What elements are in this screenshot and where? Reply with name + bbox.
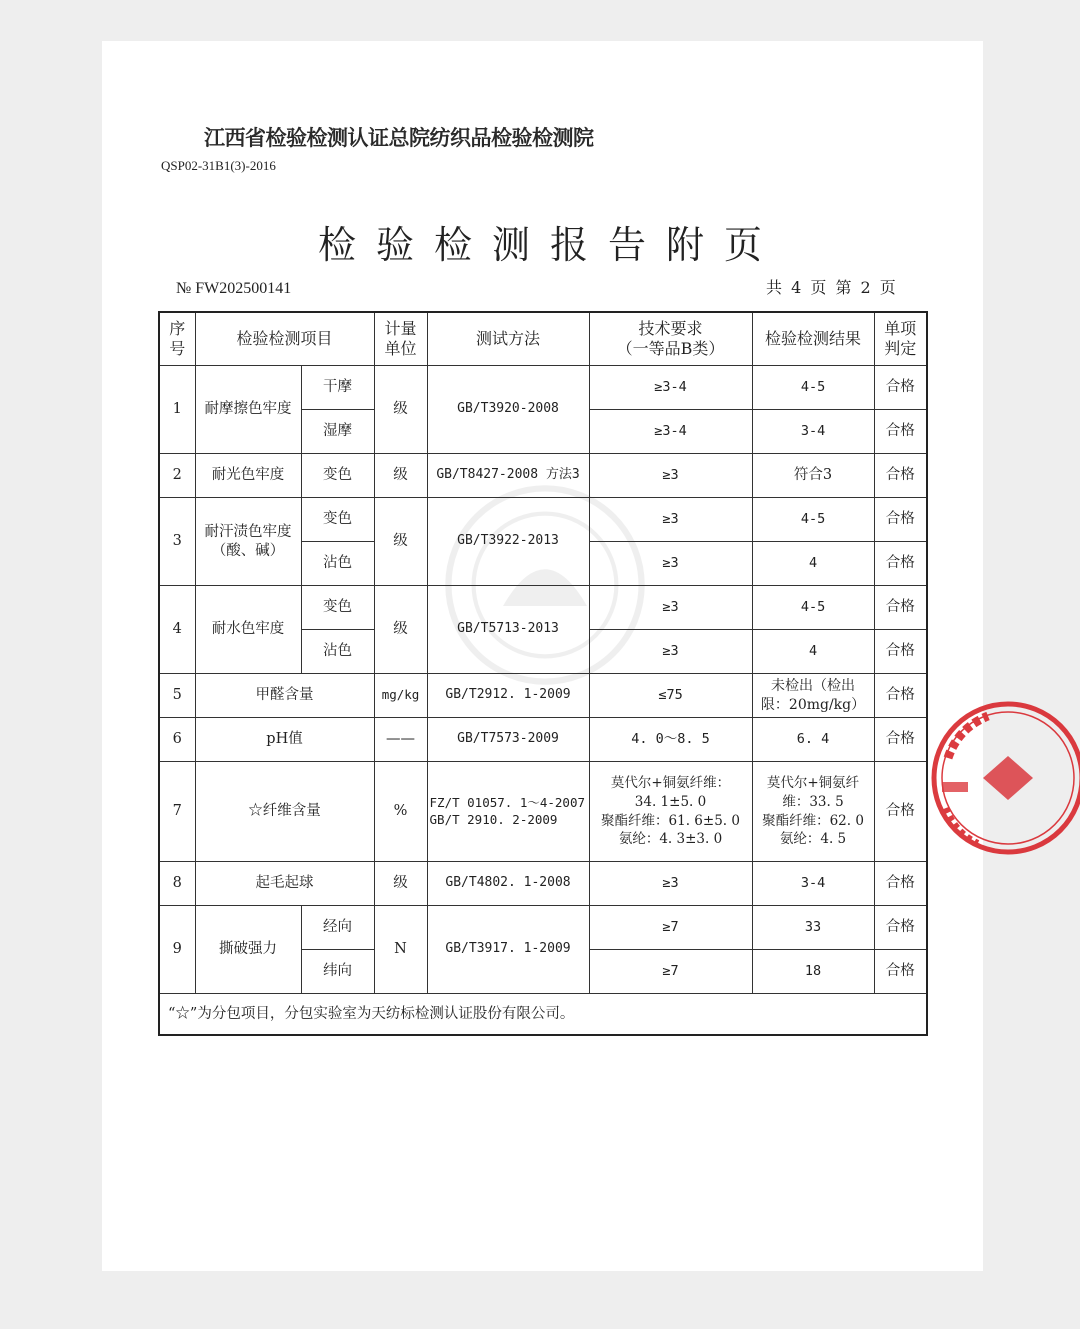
row7-req [589, 762, 752, 862]
row9-sub-a: 经向 [301, 906, 374, 950]
page-info: 共 4 页 第 2 页 [766, 278, 896, 297]
subcontract-note: “☆”为分包项目，分包实验室为天纺标检测认证股份有限公司。 [159, 994, 927, 1036]
page-title [0, 214, 1080, 269]
report-number: № FW202500141 [176, 280, 292, 297]
table-row [159, 862, 927, 906]
inspection-seal-stamp [928, 698, 1080, 858]
row6-req: 4. 0～8. 5 [589, 718, 752, 762]
header-req-line2: （一等品B类） [616, 339, 725, 358]
row4-judge-a: 合格 [874, 586, 927, 630]
row9-judge-a: 合格 [874, 906, 927, 950]
table-row [159, 498, 927, 542]
row3-seq: 3 [159, 498, 195, 586]
row1-judge-b: 合格 [874, 410, 927, 454]
table-header-row [159, 312, 927, 366]
header-result: 检验检测结果 [752, 312, 874, 366]
row6-method: GB/T7573-2009 [427, 718, 589, 762]
row1-seq: 1 [159, 366, 195, 454]
row7-req-line3: 聚酯纤维：61. 6±5. 0 [601, 812, 740, 829]
row7-req-line1: 莫代尔+铜氨纤维： [610, 774, 731, 791]
row6-item: pH值 [195, 718, 374, 762]
row1-unit: 级 [374, 366, 427, 454]
form-code: QSP02-31B1(3)-2016 [161, 158, 276, 173]
table-row [159, 906, 927, 950]
row8-judge: 合格 [874, 862, 927, 906]
row3-sub-b: 沾色 [301, 542, 374, 586]
row9-judge-b: 合格 [874, 950, 927, 994]
row7-res-line1: 莫代尔+铜氨纤 [766, 774, 860, 791]
row1-req-a: ≥3-4 [589, 366, 752, 410]
table-row [159, 454, 927, 498]
row6-judge: 合格 [874, 718, 927, 762]
row7-item: ☆纤维含量 [195, 762, 374, 862]
header-unit: 计量单位 [374, 312, 427, 366]
row3-item [195, 498, 301, 586]
row3-res-a: 4-5 [752, 498, 874, 542]
row7-seq: 7 [159, 762, 195, 862]
header-requirement [589, 312, 752, 366]
row9-unit: N [374, 906, 427, 994]
row1-method: GB/T3920-2008 [427, 366, 589, 454]
row2-method: GB/T8427-2008 方法3 [427, 454, 589, 498]
row5-seq: 5 [159, 674, 195, 718]
row6-seq: 6 [159, 718, 195, 762]
row9-res-a: 33 [752, 906, 874, 950]
row2-sub: 变色 [301, 454, 374, 498]
organization-name: 江西省检验检测认证总院纺织品检验检测院 [204, 125, 594, 150]
row5-res: 未检出（检出限：20mg/kg） [752, 674, 874, 718]
table-row [159, 674, 927, 718]
table-row [159, 762, 927, 862]
row6-res: 6. 4 [752, 718, 874, 762]
row7-res-line2: 维：33. 5 [782, 793, 844, 810]
table-note-row [159, 994, 927, 1036]
row1-res-a: 4-5 [752, 366, 874, 410]
header-judge: 单项判定 [874, 312, 927, 366]
row6-unit: —— [374, 718, 427, 762]
row2-judge: 合格 [874, 454, 927, 498]
row7-unit: % [374, 762, 427, 862]
row9-method: GB/T3917. 1-2009 [427, 906, 589, 994]
row7-res-line4: 氨纶：4. 5 [779, 831, 847, 848]
row5-unit: mg/kg [374, 674, 427, 718]
row9-seq: 9 [159, 906, 195, 994]
row1-item: 耐摩擦色牢度 [195, 366, 301, 454]
row4-sub-a: 变色 [301, 586, 374, 630]
row5-method: GB/T2912. 1-2009 [427, 674, 589, 718]
row4-judge-b: 合格 [874, 630, 927, 674]
page-title-text: 检验检测报告附页 [317, 223, 782, 267]
row5-item: 甲醛含量 [195, 674, 374, 718]
row7-method-line2: GB/T 2910. 2-2009 [429, 811, 558, 827]
row3-judge-b: 合格 [874, 542, 927, 586]
header-item: 检验检测项目 [195, 312, 374, 366]
row3-req-b: ≥3 [589, 542, 752, 586]
row3-res-b: 4 [752, 542, 874, 586]
row7-method-line1: FZ/T 01057. 1～4-2007 [429, 795, 586, 811]
row8-item: 起毛起球 [195, 862, 374, 906]
header-req-line1: 技术要求 [638, 319, 703, 338]
row3-item-line1: 耐汗渍色牢度 [204, 523, 292, 540]
row3-item-line2: （酸、碱） [211, 542, 285, 559]
row1-sub-a: 干摩 [301, 366, 374, 410]
row9-sub-b: 纬向 [301, 950, 374, 994]
row7-method [427, 762, 589, 862]
row1-judge-a: 合格 [874, 366, 927, 410]
row4-item: 耐水色牢度 [195, 586, 301, 674]
row2-res: 符合3 [752, 454, 874, 498]
row4-req-b: ≥3 [589, 630, 752, 674]
table-row [159, 586, 927, 630]
table-row [159, 366, 927, 410]
row7-res [752, 762, 874, 862]
row3-method: GB/T3922-2013 [427, 498, 589, 586]
row2-req: ≥3 [589, 454, 752, 498]
row4-req-a: ≥3 [589, 586, 752, 630]
row2-unit: 级 [374, 454, 427, 498]
row9-res-b: 18 [752, 950, 874, 994]
row3-req-a: ≥3 [589, 498, 752, 542]
row3-sub-a: 变色 [301, 498, 374, 542]
row8-res: 3-4 [752, 862, 874, 906]
row9-item: 撕破强力 [195, 906, 301, 994]
row7-req-line2: 34. 1±5. 0 [634, 793, 707, 810]
row1-sub-b: 湿摩 [301, 410, 374, 454]
row9-req-b: ≥7 [589, 950, 752, 994]
row7-judge: 合格 [874, 762, 927, 862]
row3-judge-a: 合格 [874, 498, 927, 542]
row4-unit: 级 [374, 586, 427, 674]
row9-req-a: ≥7 [589, 906, 752, 950]
row3-unit: 级 [374, 498, 427, 586]
row4-res-b: 4 [752, 630, 874, 674]
row8-method: GB/T4802. 1-2008 [427, 862, 589, 906]
row4-seq: 4 [159, 586, 195, 674]
inspection-table [158, 311, 928, 1036]
row5-req: ≤75 [589, 674, 752, 718]
row4-method: GB/T5713-2013 [427, 586, 589, 674]
row1-res-b: 3-4 [752, 410, 874, 454]
table-row [159, 718, 927, 762]
header-seq: 序号 [159, 312, 195, 366]
row4-res-a: 4-5 [752, 586, 874, 630]
row8-unit: 级 [374, 862, 427, 906]
row7-req-line4: 氨纶：4. 3±3. 0 [618, 831, 723, 848]
row5-judge: 合格 [874, 674, 927, 718]
header-method: 测试方法 [427, 312, 589, 366]
row4-sub-b: 沾色 [301, 630, 374, 674]
row8-seq: 8 [159, 862, 195, 906]
row1-req-b: ≥3-4 [589, 410, 752, 454]
row2-item: 耐光色牢度 [195, 454, 301, 498]
row2-seq: 2 [159, 454, 195, 498]
row7-res-line3: 聚酯纤维：62. 0 [762, 812, 864, 829]
row8-req: ≥3 [589, 862, 752, 906]
